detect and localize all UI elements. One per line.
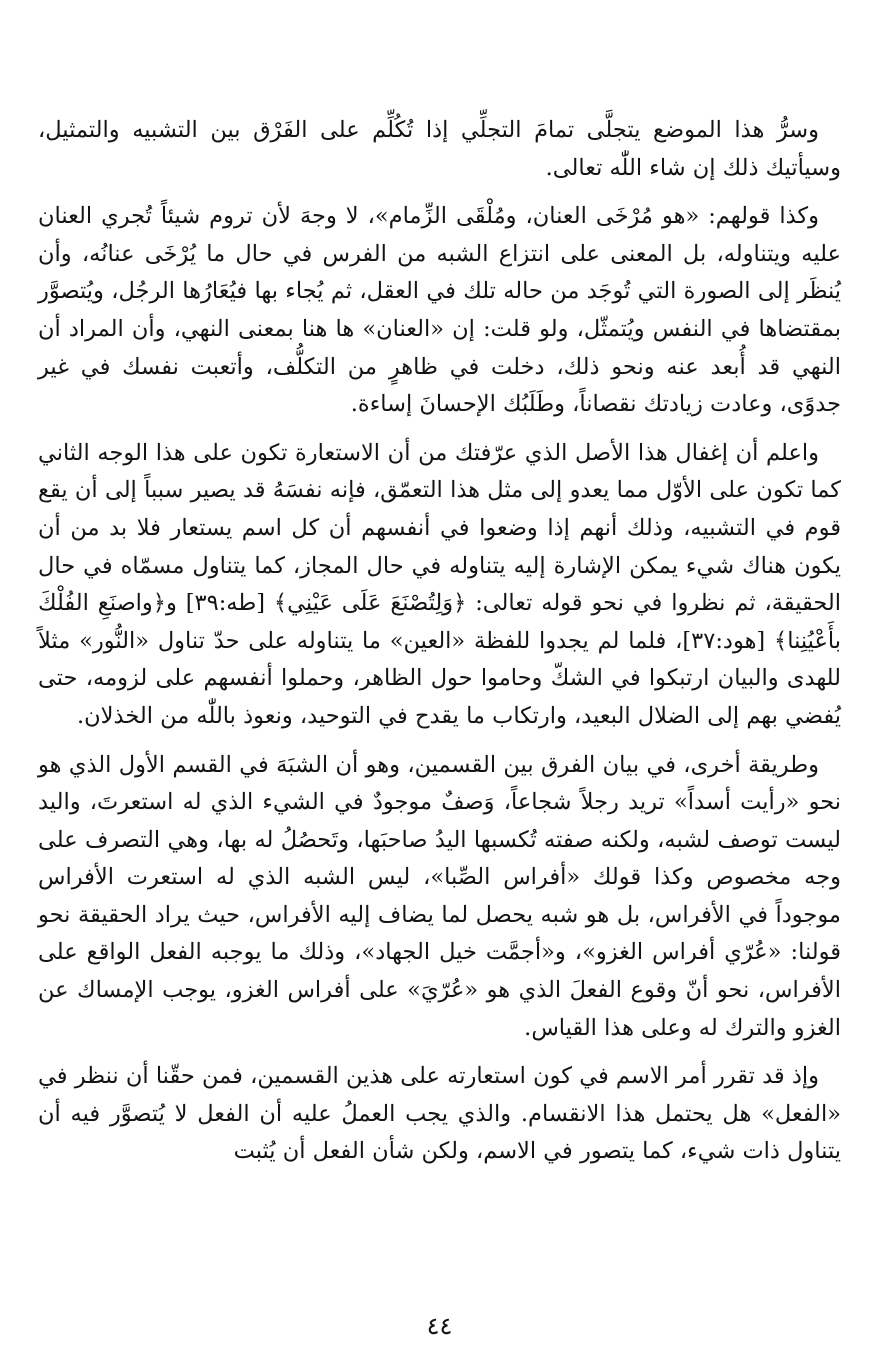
page-number: ٤٤ [426, 1312, 453, 1340]
paragraph-text: واعلم أن إغفال هذا الأصل الذي عرّفتك من أن الاستعارة تكون على هذا الوجه الثاني كما تكون على الأوّل مما يعدو إلى مثل هذا التعمّق، فإنه نفسَهُ قد يصير سبباً إلى أن يقع قوم في التشبيه، وذلك أنهم إذا وضعوا في أنفسهم أن كل اسم يستعار فلا بد من أن يكون هناك شيء يمكن الإشارة إليه يتناوله في حال المجاز، كما يتناول مسمّاه في حال الحقيقة، ثم نظروا في نحو قوله تعالى: ﴿وَلِتُصْنَعَ عَلَى عَيْنِي﴾ [طه:٣٩] و﴿واصنَعِ الفُلْكَ بأَعْيُنِنا﴾ [هود:٣٧]، فلما لم يجدوا للفظة «العين» ما يتناوله على حدّ تناول «النُّور» مثلاً للهدى والبيان ارتبكوا في الشكّ وحاموا حول الظاهر، وحملوا أنفسهم على لزومه، حتى يُفضي بهم إلى الضلال البعيد، وارتكاب ما يقدح في التوحيد، ونعوذ باللّٰه من الخذلان. [38, 439, 841, 729]
paragraph-text: وطريقة أخرى، في بيان الفرق بين القسمين، وهو أن الشبَهَ في القسم الأول الذي هو نحو «رأيت أسداً» تريد رجلاً شجاعاً، وَصفٌ موجودٌ في الشيء الذي له استعرتَ، واليد ليست توصف لشبه، ولكنه صفته تُكسبها اليدُ صاحبَها، وتَحصُلُ له بها، وهي التصرف على وجه مخصوص وكذا قولك «أفراس الصِّبا»، ليس الشبه الذي له استعرت الأفراس موجوداً في الأفراس، بل هو شبه يحصل لما يضاف إليه الأفراس، حيث يراد الحقيقة نحو قولنا: «عُرّي أفراس الغزو»، و«أجمَّت خيل الجهاد»، وذلك ما يوجبه الفعل الواقع على الأفراس، نحو أنّ وقوع الفعلَ الذي هو «عُرّيَ» على أفراس الغزو، يوجب الإمساك عن الغزو والترك له وعلى هذا القياس. [38, 751, 841, 1041]
paragraph-4 [38, 747, 841, 1048]
paragraph-text: وسرُّ هذا الموضع يتجلَّى تمامَ التجلِّي إذا تُكُلِّم على الفَرْق بين التشبيه والتمثيل، وسيأتيك ذلك إن شاء اللّٰه تعالى. [38, 117, 841, 181]
paragraph-text: وإذ قد تقرر أمر الاسم في كون استعارته على هذين القسمين، فمن حقّنا أن ننظر في «الفعل» هل يحتمل هذا الانقسام. والذي يجب العملُ عليه أن الفعل لا يُتصوَّر فيه أن يتناول ذات شيء، كما يتصور في الاسم، ولكن شأن الفعل أن يُثبت [38, 1063, 841, 1165]
paragraph-5 [38, 1058, 841, 1171]
paragraph-1 [38, 112, 841, 187]
book-page [38, 112, 841, 1298]
paragraph-3 [38, 435, 841, 736]
paragraph-2 [38, 198, 841, 424]
paragraph-text: وكذا قولهم: «هو مُرْخَى العنان، ومُلْقَى الزِّمام»، لا وجهَ لأن تروم شيئاً تُجري العنان عليه ويتناوله، بل المعنى على انتزاع الشبه من الفرس في حال ما يُرْخَى عنانُه، وأن يُنظَر إلى الصورة التي تُوجَد من حاله تلك في العقل، ثم يُجاء بها فيُعَارُها الرجُل، ويُتصوَّر بمقتضاها في النفس ويُتمثّل، ولو قلت: إن «العنان» ها هنا بمعنى النهي، وأن المراد أن النهي قد أُبعد عنه ونحو ذلك، دخلت في ظاهرٍ من التكلُّف، وأتعبت نفسك في غير جدوًى، وعادت زيادتك نقصاناً، وطَلَبُك الإحسانَ إساءة. [38, 203, 841, 418]
